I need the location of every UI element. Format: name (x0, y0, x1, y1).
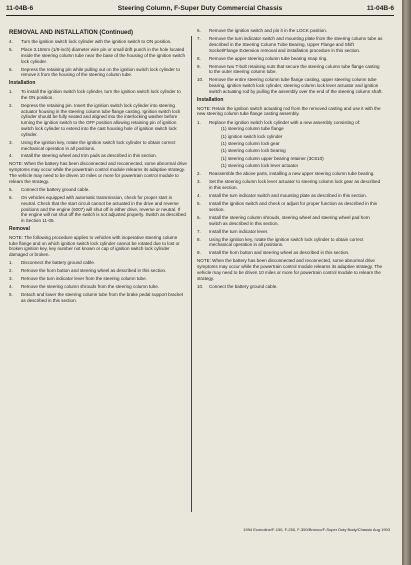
step-text: Remove the horn button and steering wheel as described in this section. (21, 268, 167, 274)
step-text: To install the ignition switch lock cylinder, turn the ignition switch lock cylinder to the ON position. (21, 88, 181, 100)
right-install-step-1 (197, 120, 383, 170)
list-item (9, 153, 187, 159)
step-text: Replace the ignition switch lock cylinder with a new assembly consisting of: (209, 119, 361, 125)
list-item (9, 292, 187, 304)
assembly-item: (1) steering column tube flange (221, 126, 284, 132)
assembly-item: (1) steering column lock lever actuator (221, 163, 299, 169)
list-item (9, 276, 187, 282)
step-number: 3. (9, 139, 13, 145)
left-column (9, 39, 187, 306)
step-text: Using the ignition key, rotate the ignition switch lock cylinder to obtain correct mechanical operation in all positions. (209, 236, 364, 248)
header-rule (6, 15, 394, 16)
step-text: Install the turn indicator switch and mounting plate as described in this section. (209, 193, 367, 198)
removal-steps (9, 260, 187, 304)
page-header-title: Steering Column, F-Super Duty Commercial Chassis (117, 5, 283, 12)
list-item (9, 195, 187, 224)
list-item (9, 260, 187, 266)
step-number: 6. (197, 28, 201, 33)
step-number: 4. (9, 153, 13, 159)
list-item (197, 250, 383, 256)
step-number: 5. (9, 292, 13, 298)
list-item (197, 36, 383, 53)
step-text: Reassemble the above parts, installing a new upper steering column tube bearing. (209, 171, 375, 177)
list-item (197, 201, 383, 213)
list-item (9, 268, 187, 274)
step-number: 3. (197, 179, 201, 185)
step-text: Remove the steering column shrouds from the steering column tube. (21, 284, 159, 290)
list-item (9, 140, 187, 152)
step-number: 6. (197, 214, 201, 220)
step-text: Remove the entire steering column tube flange casting, upper steering column tube bearing, ignition switch lock cylinder, steering column lock lever actuator and ignition switch actuating rod by pulling the assembly over the end of the steering column shaft. (209, 77, 383, 94)
step-number: 10. (197, 77, 204, 83)
step-number: 4. (9, 284, 13, 290)
step-number: 8. (197, 236, 201, 242)
right-last-step (197, 284, 383, 290)
step-number: 2. (9, 268, 13, 274)
list-item (197, 237, 383, 249)
page-number-left: 11-04B-6 (6, 5, 34, 12)
right-top-steps (197, 28, 383, 95)
list-item (9, 89, 187, 101)
assembly-item: (1) steering column lock gear (221, 141, 280, 147)
list-item (9, 103, 187, 138)
step-text: Turn the ignition switch lock cylinder with the ignition switch to ON position. (21, 39, 172, 44)
step-number: 4. (9, 39, 13, 44)
assembly-item: (1) steering column upper bearing retainer (3C610) (221, 155, 324, 161)
installation-heading: Installation (9, 80, 36, 87)
list-item (197, 179, 383, 191)
step-text: Remove the ignition switch and pin it in the LOCK position. (209, 28, 328, 33)
step-text: On vehicles equipped with automatic transmission, check for proper start in neutral. Check that the start circuit cannot be actuated in the drive and reverse positions and the engine (6007) will shut off in either drive, reverse or neutral. If the engine will not shut off the switch is not adjusted properly. Switch as described in Section 11-05. (21, 195, 186, 224)
assembly-items (209, 126, 383, 169)
step-text: Install the horn button and steering wheel as described in this section. (209, 250, 350, 256)
step-text: Remove the turn indicator switch and mounting plate from the steering column tube as described in the Steering Column Tube Bearing, Upper Flange and Shift Socket/Flange Extension removal and installation procedure in this section. (209, 35, 383, 53)
step-number: 5. (197, 200, 201, 206)
step-number: 1. (9, 88, 13, 94)
page-number-right: 11-04B-6 (366, 5, 394, 12)
list-item (197, 229, 383, 235)
step-text: Remove the upper steering column tube bearing snap ring. (209, 55, 328, 61)
battery-note-2: NOTE: When the battery has been disconnected and reconnected, some abnormal drive symptoms may occur while the powertrain control module relearns its adaptive strategy. The vehicle may need to be driven 10 miles or more for powertrain control module to relearn the strategy. (197, 258, 383, 281)
step-number: 2. (197, 171, 201, 177)
step-text: Place 3.18mm (1/8-inch) diameter wire pin or small drift punch in the hole located inside the steering column tube near the base of the housing of the ignition switch lock cylinder. (21, 46, 186, 64)
step-text: Install the turn indicator lever. (209, 228, 269, 234)
right-installation-heading: Installation (197, 96, 224, 103)
step-number: 8. (197, 55, 201, 61)
left-install-steps (9, 89, 187, 159)
step-text: Connect the battery ground cable. (209, 283, 278, 289)
step-number: 7. (197, 35, 201, 41)
list-item (9, 47, 187, 64)
step-text: Set the steering column lock lever actuator to steering column lock gear as described in this section. (209, 179, 381, 191)
battery-note: NOTE: When the battery has been disconnected and reconnected, some abnormal drive symptoms may occur while the powertrain control module relearns its adaptive strategy. The vehicle may need to be driven 10 miles or more for powertrain control module to relearn the strategy. (9, 161, 187, 184)
list-item (197, 120, 383, 170)
list-item (197, 284, 383, 290)
step-number: 9. (197, 250, 201, 256)
step-text: Install the steering column shrouds, steering wheel and steering wheel pad horn switch as described in this section. (209, 214, 370, 226)
step-text: Remove two T-bolt retaining nuts that secure the steering column tube flange casting to the outer steering column tube. (209, 63, 380, 75)
step-text: Disconnect the battery ground cable. (21, 260, 96, 266)
list-item (197, 64, 383, 76)
list-item (9, 284, 187, 290)
step-text: Connect the battery ground cable. (21, 187, 90, 193)
list-item (197, 77, 383, 94)
left-top-steps (9, 39, 187, 78)
removal-heading: Removal (9, 226, 30, 233)
assembly-item: (1) steering column lock bearing (221, 148, 286, 154)
step-number: 9. (197, 63, 201, 69)
right-column (197, 28, 383, 292)
list-item (197, 215, 383, 227)
list-item (9, 187, 187, 193)
step-text: Using the ignition key, rotate the ignition switch lock cylinder to obtain correct mechanical operation in all positions. (21, 139, 176, 151)
step-text: Install the ignition switch and check or adjust for proper function as described in this section. (209, 200, 378, 212)
step-number: 6. (9, 195, 13, 201)
step-number: 3. (9, 276, 13, 282)
actuating-rod-note: NOTE: Retain the ignition switch actuating rod from the removed casting and use it with the new steering column tube flange casting assembly. (197, 105, 381, 117)
step-text: Depress the retaining pin while pulling out on the ignition switch lock cylinder to remove it from the housing of the steering column tube. (21, 66, 180, 78)
step-text: Remove the turn indicator lever from the steering column tube. (21, 276, 147, 282)
step-text: Depress the retaining pin. Insert the ignition switch lock cylinder into steering actuator housing in the steering column tube flange casting. Ignition switch lock cylinder should be fully seated and aligned into the interlocking washer before turning the ignition switch to the OFF position allowing retaining pin of ignition switch lock cylinder to extend into the cast housing hole of ignition switch lock cylinder. (21, 102, 181, 137)
step-text: Detach and lower the steering column tube from the brake pedal support bracket as described in this section. (21, 292, 184, 304)
step-number: 4. (197, 193, 201, 198)
section-title: REMOVAL AND INSTALLATION (Continued) (9, 30, 133, 36)
step-number: 1. (9, 260, 13, 266)
list-item (197, 28, 383, 34)
step-number: 7. (197, 228, 201, 234)
list-item (9, 67, 187, 79)
column-divider (191, 36, 192, 512)
right-more-steps (197, 171, 383, 256)
step-number: 1. (197, 119, 201, 125)
page-footer: 1994 Econoline/F-150, F-250, F-350/Bronco/F-Super Duty Body/Chassis Aug 1993 (243, 527, 390, 532)
step-number: 5. (9, 46, 13, 52)
left-more-steps (9, 187, 187, 224)
assembly-item: (1) ignition switch lock cylinder (221, 133, 283, 139)
removal-note: NOTE: The following procedure applies to vehicles with inoperative steering column tube flange and on which ignition switch lock cylinder cannot be rotated due to lost or broken ignition key, key number not known or cap of ignition switch lock cylinder damaged or broken. (9, 234, 180, 258)
step-number: 5. (9, 187, 13, 193)
list-item (197, 56, 383, 62)
step-number: 10. (197, 283, 204, 289)
list-item (9, 39, 187, 45)
list-item (197, 193, 383, 199)
step-number: 2. (9, 102, 13, 108)
step-text: Install the steering wheel and trim pads as described in this section. (21, 153, 157, 159)
list-item (197, 171, 383, 177)
page-edge (402, 0, 411, 565)
step-number: 6. (9, 66, 13, 72)
